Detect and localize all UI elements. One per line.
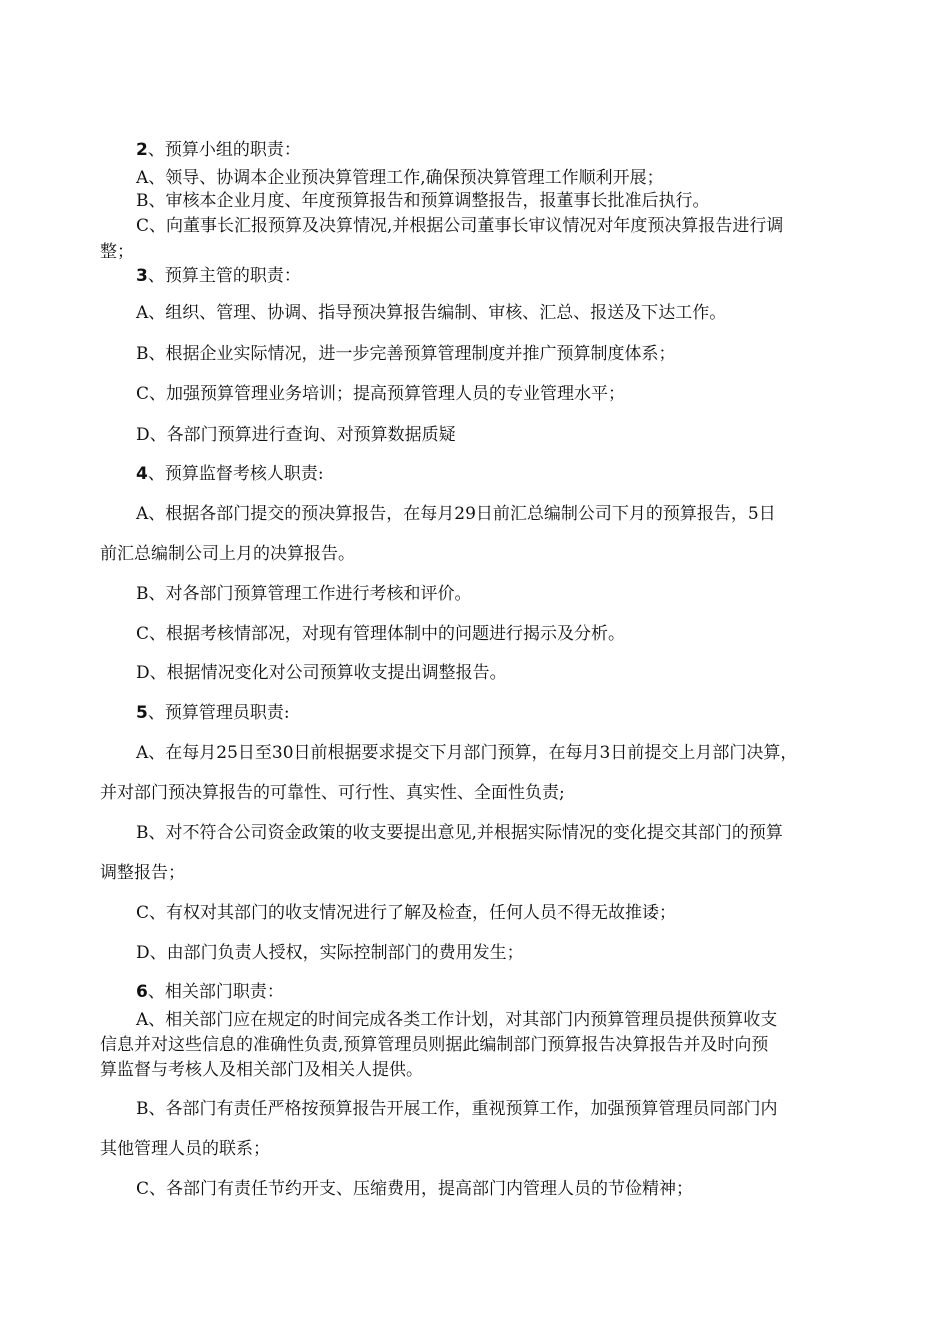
paragraph-line: 并对部门预决算报告的可靠性、可行性、真实性、全面性负责; xyxy=(100,783,565,803)
section-heading-4: 4、预算监督考核人职责: xyxy=(136,464,324,484)
paragraph-line: B、对各部门预算管理工作进行考核和评价。 xyxy=(136,584,472,604)
paragraph-line: C、加强预算管理业务培训；提高预算管理人员的专业管理水平； xyxy=(136,384,626,404)
paragraph-line: 前汇总编制公司上月的决算报告。 xyxy=(100,544,355,564)
section-heading-2: 2、预算小组的职责： xyxy=(136,140,301,160)
paragraph-line: C、向董事长汇报预算及决算情况,并根据公司董事长审议情况对年度预决算报告进行调 xyxy=(136,216,784,236)
paragraph-line: C、根据考核情部况，对现有管理体制中的问题进行揭示及分析。 xyxy=(136,624,626,644)
paragraph-line: B、各部门有责任严格按预算报告开展工作，重视预算工作，加强预算管理员同部门内 xyxy=(136,1099,778,1119)
paragraph-line: 算监督与考核人及相关部门及相关人提供。 xyxy=(100,1060,423,1080)
paragraph-line: 其他管理人员的联系； xyxy=(100,1139,270,1159)
section-heading-5: 5、预算管理员职责: xyxy=(136,703,290,723)
paragraph-line: A、领导、协调本企业预决算管理工作,确保预决算管理工作顺利开展； xyxy=(136,168,664,188)
paragraph-line: A、在每月25日至30日前根据要求提交下月部门预算，在每月3日前提交上月部门决算， xyxy=(136,743,798,763)
paragraph-line: D、根据情况变化对公司预算收支提出调整报告。 xyxy=(136,663,507,683)
paragraph-line: C、有权对其部门的收支情况进行了解及检查，任何人员不得无故推诿； xyxy=(136,903,677,923)
section-heading-3: 3、预算主管的职责： xyxy=(136,266,301,286)
paragraph-line: C、各部门有责任节约开支、压缩费用，提高部门内管理人员的节俭精神； xyxy=(136,1179,694,1199)
paragraph-line: 整； xyxy=(100,242,134,262)
paragraph-line: D、各部门预算进行查询、对预算数据质疑 xyxy=(136,425,456,445)
paragraph-line: 调整报告； xyxy=(100,863,185,883)
paragraph-line: D、由部门负责人授权，实际控制部门的费用发生； xyxy=(136,943,524,963)
paragraph-line: A、根据各部门提交的预决算报告，在每月29日前汇总编制公司下月的预算报告，5日 xyxy=(136,504,776,524)
paragraph-line: A、相关部门应在规定的时间完成各类工作计划，对其部门内预算管理员提供预算收支 xyxy=(136,1010,778,1030)
section-heading-6: 6、相关部门职责： xyxy=(136,982,284,1002)
paragraph-line: A、组织、管理、协调、指导预决算报告编制、审核、汇总、报送及下达工作。 xyxy=(136,303,727,323)
paragraph-line: B、审核本企业月度、年度预算报告和预算调整报告，报董事长批准后执行。 xyxy=(136,191,710,211)
paragraph-line: B、根据企业实际情况，进一步完善预算管理制度并推广预算制度体系； xyxy=(136,344,676,364)
paragraph-line: 信息并对这些信息的准确性负责,预算管理员则据此编制部门预算报告决算报告并及时向预 xyxy=(100,1035,769,1055)
paragraph-line: B、对不符合公司资金政策的收支要提出意见,并根据实际情况的变化提交其部门的预算 xyxy=(136,823,783,843)
